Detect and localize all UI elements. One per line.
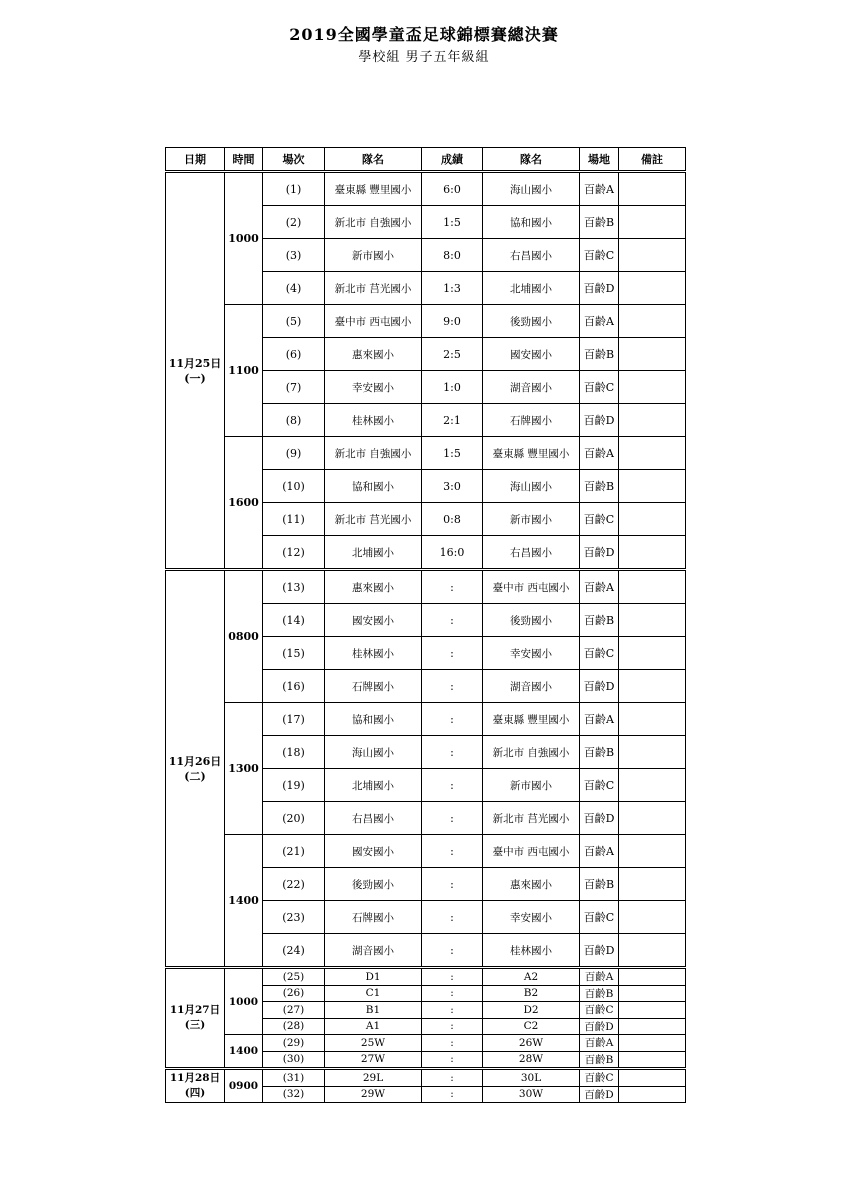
home-team: 協和國小 xyxy=(325,470,422,503)
match-score: 0:8 xyxy=(422,503,483,536)
match-venue: 百齡A xyxy=(580,703,619,736)
away-team: 海山國小 xyxy=(483,470,580,503)
match-number: (27) xyxy=(263,1002,325,1019)
match-number: (16) xyxy=(263,670,325,703)
home-team: 石牌國小 xyxy=(325,670,422,703)
match-score: : xyxy=(422,934,483,968)
match-note xyxy=(619,172,686,206)
match-note xyxy=(619,868,686,901)
match-note xyxy=(619,802,686,835)
time-cell: 1000 xyxy=(225,172,263,305)
match-score: : xyxy=(422,985,483,1002)
match-weekday: (二) xyxy=(184,769,206,783)
time-cell: 1100 xyxy=(225,305,263,437)
match-venue: 百齡B xyxy=(580,604,619,637)
match-venue: 百齡D xyxy=(580,934,619,968)
match-number: (31) xyxy=(263,1069,325,1087)
match-weekday: (四) xyxy=(184,1087,206,1099)
home-team: 後勁國小 xyxy=(325,868,422,901)
match-venue: 百齡A xyxy=(580,172,619,206)
match-venue: 百齡B xyxy=(580,338,619,371)
home-team: 國安國小 xyxy=(325,604,422,637)
away-team: D2 xyxy=(483,1002,580,1019)
match-date: 11月27日 xyxy=(169,1004,221,1016)
match-date: 11月26日 xyxy=(168,754,222,768)
match-venue: 百齡D xyxy=(580,272,619,305)
match-score: 8:0 xyxy=(422,239,483,272)
match-row xyxy=(166,703,686,736)
match-venue: 百齡D xyxy=(580,536,619,570)
away-team: 右昌國小 xyxy=(483,239,580,272)
match-note xyxy=(619,604,686,637)
match-venue: 百齡D xyxy=(580,670,619,703)
match-venue: 百齡D xyxy=(580,404,619,437)
match-number: (29) xyxy=(263,1035,325,1052)
home-team: B1 xyxy=(325,1002,422,1019)
away-team: 湖音國小 xyxy=(483,371,580,404)
away-team: 臺東縣 豐里國小 xyxy=(483,437,580,470)
away-team: C2 xyxy=(483,1018,580,1035)
match-venue: 百齡C xyxy=(580,371,619,404)
match-note xyxy=(619,901,686,934)
match-number: (4) xyxy=(263,272,325,305)
match-score: 9:0 xyxy=(422,305,483,338)
match-score: 1:5 xyxy=(422,437,483,470)
date-cell xyxy=(166,570,225,968)
header-venue: 場地 xyxy=(580,148,619,172)
match-note xyxy=(619,637,686,670)
match-row xyxy=(166,1035,686,1052)
match-note xyxy=(619,968,686,986)
match-number: (1) xyxy=(263,172,325,206)
match-venue: 百齡B xyxy=(580,868,619,901)
away-team: 幸安國小 xyxy=(483,637,580,670)
away-team: 協和國小 xyxy=(483,206,580,239)
away-team: 26W xyxy=(483,1035,580,1052)
match-number: (10) xyxy=(263,470,325,503)
home-team: 惠來國小 xyxy=(325,570,422,604)
match-venue: 百齡A xyxy=(580,305,619,338)
match-score: 1:5 xyxy=(422,206,483,239)
match-score: 2:1 xyxy=(422,404,483,437)
match-score: 16:0 xyxy=(422,536,483,570)
match-note xyxy=(619,835,686,868)
match-score: : xyxy=(422,736,483,769)
match-number: (19) xyxy=(263,769,325,802)
time-cell: 0800 xyxy=(225,570,263,703)
home-team: 29L xyxy=(325,1069,422,1087)
match-venue: 百齡A xyxy=(580,570,619,604)
match-venue: 百齡C xyxy=(580,769,619,802)
day-block xyxy=(166,172,686,570)
match-row xyxy=(166,835,686,868)
match-note xyxy=(619,769,686,802)
match-number: (5) xyxy=(263,305,325,338)
match-number: (9) xyxy=(263,437,325,470)
match-venue: 百齡A xyxy=(580,1035,619,1052)
date-cell xyxy=(166,968,225,1069)
match-number: (22) xyxy=(263,868,325,901)
away-team: 後勁國小 xyxy=(483,604,580,637)
home-team: 新北市 莒光國小 xyxy=(325,272,422,305)
away-team: 臺中市 西屯國小 xyxy=(483,570,580,604)
match-row xyxy=(166,305,686,338)
match-score: : xyxy=(422,670,483,703)
away-team: 湖音國小 xyxy=(483,670,580,703)
match-number: (3) xyxy=(263,239,325,272)
home-team: D1 xyxy=(325,968,422,986)
home-team: 臺中市 西屯國小 xyxy=(325,305,422,338)
match-venue: 百齡A xyxy=(580,968,619,986)
match-score: : xyxy=(422,1086,483,1103)
match-number: (12) xyxy=(263,536,325,570)
match-number: (2) xyxy=(263,206,325,239)
match-row xyxy=(166,570,686,604)
match-score: : xyxy=(422,868,483,901)
match-number: (11) xyxy=(263,503,325,536)
match-row xyxy=(166,437,686,470)
away-team: 幸安國小 xyxy=(483,901,580,934)
home-team: 海山國小 xyxy=(325,736,422,769)
match-row xyxy=(166,968,686,986)
day-block xyxy=(166,570,686,968)
match-note xyxy=(619,239,686,272)
time-cell: 0900 xyxy=(225,1069,263,1103)
header-match-no: 場次 xyxy=(263,148,325,172)
document-subtitle: 學校組 男子五年級組 xyxy=(358,50,490,65)
match-venue: 百齡B xyxy=(580,206,619,239)
away-team: 新市國小 xyxy=(483,503,580,536)
match-number: (26) xyxy=(263,985,325,1002)
home-team: 右昌國小 xyxy=(325,802,422,835)
match-note xyxy=(619,1035,686,1052)
home-team: 29W xyxy=(325,1086,422,1103)
home-team: 石牌國小 xyxy=(325,901,422,934)
match-note xyxy=(619,985,686,1002)
match-score: 2:5 xyxy=(422,338,483,371)
match-venue: 百齡C xyxy=(580,637,619,670)
match-note xyxy=(619,404,686,437)
header-date: 日期 xyxy=(166,148,225,172)
home-team: 幸安國小 xyxy=(325,371,422,404)
match-score: 1:3 xyxy=(422,272,483,305)
away-team: 桂林國小 xyxy=(483,934,580,968)
match-number: (7) xyxy=(263,371,325,404)
away-team: 28W xyxy=(483,1051,580,1069)
home-team: 新市國小 xyxy=(325,239,422,272)
home-team: 新北市 莒光國小 xyxy=(325,503,422,536)
match-note xyxy=(619,437,686,470)
match-note xyxy=(619,1018,686,1035)
schedule-table xyxy=(165,147,686,1103)
home-team: 27W xyxy=(325,1051,422,1069)
match-number: (18) xyxy=(263,736,325,769)
match-venue: 百齡B xyxy=(580,1051,619,1069)
match-note xyxy=(619,1002,686,1019)
away-team: 新市國小 xyxy=(483,769,580,802)
date-cell xyxy=(166,1069,225,1103)
match-row xyxy=(166,172,686,206)
match-score: 6:0 xyxy=(422,172,483,206)
match-score: : xyxy=(422,1051,483,1069)
match-venue: 百齡B xyxy=(580,985,619,1002)
match-venue: 百齡C xyxy=(580,239,619,272)
home-team: 臺東縣 豐里國小 xyxy=(325,172,422,206)
away-team: 新北市 莒光國小 xyxy=(483,802,580,835)
away-team: 30L xyxy=(483,1069,580,1087)
document-title: 2019全國學童盃足球錦標賽總決賽 xyxy=(289,25,559,44)
match-note xyxy=(619,305,686,338)
header-score: 成績 xyxy=(422,148,483,172)
match-number: (15) xyxy=(263,637,325,670)
home-team: 湖音國小 xyxy=(325,934,422,968)
match-number: (28) xyxy=(263,1018,325,1035)
match-number: (24) xyxy=(263,934,325,968)
away-team: A2 xyxy=(483,968,580,986)
date-cell xyxy=(166,172,225,570)
home-team: 桂林國小 xyxy=(325,404,422,437)
header-time: 時間 xyxy=(225,148,263,172)
home-team: 國安國小 xyxy=(325,835,422,868)
match-number: (21) xyxy=(263,835,325,868)
match-note xyxy=(619,272,686,305)
match-row xyxy=(166,1069,686,1087)
match-venue: 百齡D xyxy=(580,1086,619,1103)
match-number: (17) xyxy=(263,703,325,736)
home-team: A1 xyxy=(325,1018,422,1035)
match-note xyxy=(619,736,686,769)
match-note xyxy=(619,503,686,536)
header-team-home: 隊名 xyxy=(325,148,422,172)
away-team: 北埔國小 xyxy=(483,272,580,305)
match-note xyxy=(619,470,686,503)
day-block xyxy=(166,1069,686,1103)
match-score: : xyxy=(422,570,483,604)
match-note xyxy=(619,670,686,703)
match-venue: 百齡B xyxy=(580,470,619,503)
away-team: 石牌國小 xyxy=(483,404,580,437)
home-team: 惠來國小 xyxy=(325,338,422,371)
away-team: 海山國小 xyxy=(483,172,580,206)
match-number: (8) xyxy=(263,404,325,437)
match-note xyxy=(619,1051,686,1069)
away-team: 臺中市 西屯國小 xyxy=(483,835,580,868)
match-weekday: (三) xyxy=(184,1019,206,1031)
match-venue: 百齡D xyxy=(580,1018,619,1035)
match-note xyxy=(619,338,686,371)
home-team: 北埔國小 xyxy=(325,536,422,570)
away-team: 右昌國小 xyxy=(483,536,580,570)
match-note xyxy=(619,1086,686,1103)
match-score: : xyxy=(422,968,483,986)
match-score: : xyxy=(422,835,483,868)
match-date: 11月28日 xyxy=(169,1072,221,1084)
match-score: : xyxy=(422,1069,483,1087)
match-note xyxy=(619,206,686,239)
match-score: : xyxy=(422,703,483,736)
match-number: (30) xyxy=(263,1051,325,1069)
away-team: B2 xyxy=(483,985,580,1002)
home-team: 25W xyxy=(325,1035,422,1052)
home-team: 北埔國小 xyxy=(325,769,422,802)
match-score: 1:0 xyxy=(422,371,483,404)
time-cell: 1600 xyxy=(225,437,263,570)
match-score: : xyxy=(422,802,483,835)
match-score: : xyxy=(422,769,483,802)
home-team: C1 xyxy=(325,985,422,1002)
header-team-away: 隊名 xyxy=(483,148,580,172)
match-venue: 百齡C xyxy=(580,1002,619,1019)
match-number: (23) xyxy=(263,901,325,934)
match-date: 11月25日 xyxy=(168,356,222,370)
match-number: (6) xyxy=(263,338,325,371)
match-venue: 百齡C xyxy=(580,901,619,934)
match-number: (13) xyxy=(263,570,325,604)
home-team: 新北市 自強國小 xyxy=(325,437,422,470)
match-score: : xyxy=(422,1035,483,1052)
match-score: : xyxy=(422,604,483,637)
match-score: : xyxy=(422,1018,483,1035)
match-venue: 百齡C xyxy=(580,1069,619,1087)
match-note xyxy=(619,536,686,570)
match-score: : xyxy=(422,901,483,934)
home-team: 桂林國小 xyxy=(325,637,422,670)
match-score: 3:0 xyxy=(422,470,483,503)
match-venue: 百齡D xyxy=(580,802,619,835)
match-number: (32) xyxy=(263,1086,325,1103)
header-note: 備註 xyxy=(619,148,686,172)
match-score: : xyxy=(422,637,483,670)
home-team: 新北市 自強國小 xyxy=(325,206,422,239)
time-cell: 1400 xyxy=(225,1035,263,1069)
time-cell: 1000 xyxy=(225,968,263,1035)
match-number: (20) xyxy=(263,802,325,835)
header-row xyxy=(166,148,686,172)
away-team: 臺東縣 豐里國小 xyxy=(483,703,580,736)
away-team: 惠來國小 xyxy=(483,868,580,901)
home-team: 協和國小 xyxy=(325,703,422,736)
match-venue: 百齡C xyxy=(580,503,619,536)
match-note xyxy=(619,570,686,604)
match-note xyxy=(619,1069,686,1087)
away-team: 後勁國小 xyxy=(483,305,580,338)
match-note xyxy=(619,934,686,968)
away-team: 國安國小 xyxy=(483,338,580,371)
time-cell: 1300 xyxy=(225,703,263,835)
match-venue: 百齡A xyxy=(580,835,619,868)
match-venue: 百齡A xyxy=(580,437,619,470)
time-cell: 1400 xyxy=(225,835,263,968)
match-score: : xyxy=(422,1002,483,1019)
match-note xyxy=(619,703,686,736)
day-block xyxy=(166,968,686,1069)
match-venue: 百齡B xyxy=(580,736,619,769)
match-number: (25) xyxy=(263,968,325,986)
away-team: 新北市 自強國小 xyxy=(483,736,580,769)
match-note xyxy=(619,371,686,404)
away-team: 30W xyxy=(483,1086,580,1103)
match-number: (14) xyxy=(263,604,325,637)
match-weekday: (一) xyxy=(184,371,206,385)
